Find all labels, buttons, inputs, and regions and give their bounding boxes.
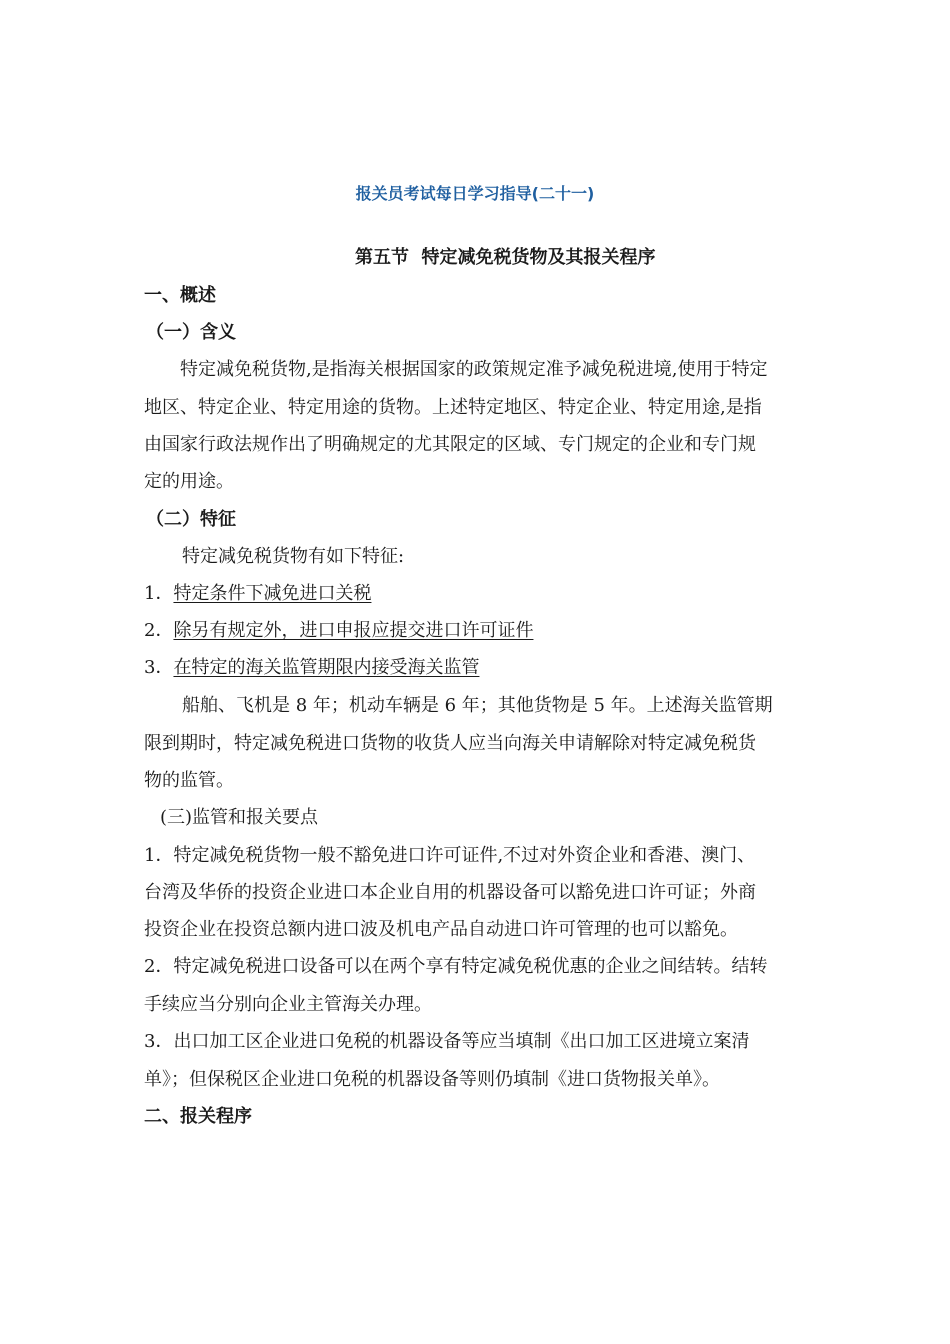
- feature-text: 特定条件下减免进口关税: [173, 583, 372, 604]
- point-line: 2．特定减免税进口设备可以在两个享有特定减免税优惠的企业之间结转。结转: [144, 956, 768, 977]
- feature-number: 1．: [144, 583, 174, 604]
- feature-number: 3．: [144, 657, 174, 678]
- sub1-para-line: 定的用途。: [144, 471, 234, 492]
- sub2-heading: （二）特征: [146, 509, 236, 530]
- sub2-intro: 特定减免税货物有如下特征:: [182, 546, 405, 567]
- feature-number: 2．: [144, 620, 174, 641]
- document-title: 报关员考试每日学习指导(二十一): [355, 184, 595, 203]
- feature-text: 除另有规定外，进口申报应提交进口许可证件: [173, 620, 534, 641]
- period-para-line: 限到期时，特定减免税进口货物的收货人应当向海关申请解除对特定减免税货: [144, 733, 756, 754]
- point-line: 手续应当分别向企业主管海关办理。: [144, 994, 432, 1015]
- period-para-line: 船舶、飞机是 8 年；机动车辆是 6 年；其他货物是 5 年。上述海关监管期: [182, 695, 773, 716]
- feature-text: 在特定的海关监管期限内接受海关监管: [173, 657, 480, 678]
- point-line: 投资企业在投资总额内进口波及机电产品自动进口许可管理的也可以豁免。: [144, 919, 738, 940]
- part2-heading: 二、报关程序: [144, 1106, 252, 1127]
- sub1-para-line: 由国家行政法规作出了明确规定的尤其限定的区域、专门规定的企业和专门规: [144, 434, 756, 455]
- section-heading: 第五节 特定减免税货物及其报关程序: [355, 247, 656, 268]
- part1-heading: 一、概述: [144, 285, 216, 306]
- sub3-heading: (三)监管和报关要点: [160, 807, 319, 828]
- feature-item: [144, 582, 371, 606]
- point-line: 3．出口加工区企业进口免税的机器设备等应当填制《出口加工区进境立案清: [144, 1031, 750, 1052]
- sub1-para-line: 地区、特定企业、特定用途的货物。上述特定地区、特定企业、特定用途,是指: [144, 397, 762, 418]
- point-line: 台湾及华侨的投资企业进口本企业自用的机器设备可以豁免进口许可证；外商: [144, 882, 756, 903]
- period-para-line: 物的监管。: [144, 770, 234, 791]
- point-line: 1．特定减免税货物一般不豁免进口许可证件,不过对外资企业和香港、澳门、: [144, 845, 756, 866]
- sub1-para-line: 特定减免税货物,是指海关根据国家的政策规定准予减免税进境,使用于特定: [180, 359, 768, 380]
- feature-item: [144, 619, 533, 643]
- sub1-heading: （一）含义: [146, 322, 236, 343]
- feature-item: [144, 656, 479, 680]
- point-line: 单》；但保税区企业进口免税的机器设备等则仍填制《进口货物报关单》。: [144, 1069, 720, 1090]
